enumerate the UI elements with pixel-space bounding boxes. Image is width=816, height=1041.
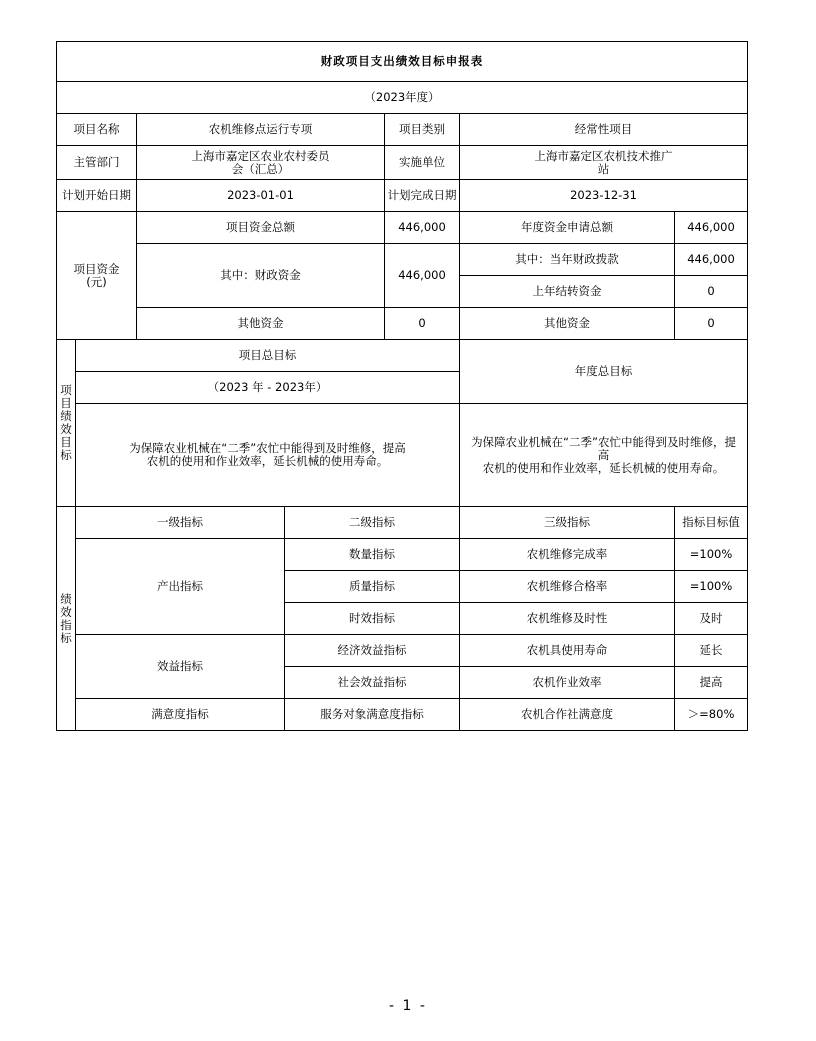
funds-fiscal-label: 其中：财政资金 [137, 244, 385, 308]
funds-total-value: 446,000 [385, 212, 460, 244]
indicator-value: 提高 [675, 667, 748, 699]
funds-current-label: 其中：当年财政拨款 [460, 244, 675, 276]
indicators-side-label [57, 507, 76, 731]
indicator-value: ＞=80% [675, 699, 748, 731]
funds-carryover-value: 0 [675, 276, 748, 308]
performance-form-table [56, 41, 748, 731]
goals-side-label [57, 340, 76, 507]
funds-fiscal-value: 446,000 [385, 244, 460, 308]
indicator-level2: 质量指标 [285, 571, 460, 603]
header-level2: 二级指标 [285, 507, 460, 539]
end-date-value: 2023-12-31 [460, 180, 748, 212]
indicator-level3: 农机作业效率 [460, 667, 675, 699]
overall-goal-text [76, 404, 460, 507]
overall-goal-line1: 为保障农业机械在“二季”农忙中能得到及时维修，提高 [129, 441, 406, 455]
indicator-level3: 农机合作社满意度 [460, 699, 675, 731]
overall-goal-label: 项目总目标 [76, 340, 460, 372]
indicator-level2: 社会效益指标 [285, 667, 460, 699]
dept-label: 主管部门 [57, 146, 137, 180]
funds-total-label: 项目资金总额 [137, 212, 385, 244]
funds-current-value: 446,000 [675, 244, 748, 276]
indicator-level2: 服务对象满意度指标 [285, 699, 460, 731]
goals-side-label-text: 项目绩效目标 [60, 383, 72, 462]
dept-value-line1: 上海市嘉定区农业农村委员 [191, 148, 330, 163]
indicator-level2: 数量指标 [285, 539, 460, 571]
project-type-label: 项目类别 [385, 114, 460, 146]
annual-goal-line2: 高 [597, 447, 610, 462]
start-date-value: 2023-01-01 [137, 180, 385, 212]
unit-label: 实施单位 [385, 146, 460, 180]
project-type-value: 经常性项目 [460, 114, 748, 146]
dept-value-line2: 会（汇总） [231, 161, 290, 176]
unit-value-line1: 上海市嘉定区农机技术推广 [534, 148, 673, 163]
funds-other-label: 其他资金 [137, 308, 385, 340]
unit-value [460, 146, 748, 180]
funds-label-line2: (元) [86, 274, 107, 289]
end-date-label: 计划完成日期 [385, 180, 460, 212]
year-label: （2023年度） [57, 82, 748, 114]
annual-goal-text [460, 404, 748, 507]
form-title: 财政项目支出绩效目标申报表 [57, 42, 748, 82]
project-name-value: 农机维修点运行专项 [137, 114, 385, 146]
dept-value [137, 146, 385, 180]
satisfaction-indicator-label: 满意度指标 [76, 699, 285, 731]
annual-goal-line1: 为保障农业机械在“二季”农忙中能得到及时维修，提 [471, 434, 736, 449]
indicator-level2: 时效指标 [285, 603, 460, 635]
overall-goal-period: （2023 年 - 2023年） [76, 372, 460, 404]
funds-carryover-label: 上年结转资金 [460, 276, 675, 308]
indicator-level3: 农机维修完成率 [460, 539, 675, 571]
funds-other-label-2: 其他资金 [460, 308, 675, 340]
funds-annual-label: 年度资金申请总额 [460, 212, 675, 244]
overall-goal-line2: 农机的使用和作业效率，延长机械的使用寿命。 [146, 454, 389, 468]
indicator-value: =100% [675, 539, 748, 571]
output-indicator-label: 产出指标 [76, 539, 285, 635]
start-date-label: 计划开始日期 [57, 180, 137, 212]
indicators-side-label-text: 绩效指标 [60, 591, 72, 645]
unit-value-line2: 站 [597, 161, 610, 176]
indicator-level3: 农机维修及时性 [460, 603, 675, 635]
funds-label-line1: 项目资金 [73, 261, 120, 276]
funds-other-value: 0 [385, 308, 460, 340]
annual-goal-line3: 农机的使用和作业效率，延长机械的使用寿命。 [482, 460, 725, 475]
funds-annual-value: 446,000 [675, 212, 748, 244]
indicator-value: =100% [675, 571, 748, 603]
indicator-level2: 经济效益指标 [285, 635, 460, 667]
annual-goal-label: 年度总目标 [460, 340, 748, 404]
benefit-indicator-label: 效益指标 [76, 635, 285, 699]
funds-label [57, 212, 137, 340]
indicator-level3: 农机具使用寿命 [460, 635, 675, 667]
page-number: - 1 - [389, 998, 427, 1014]
header-target-value: 指标目标值 [675, 507, 748, 539]
funds-other-value-2: 0 [675, 308, 748, 340]
header-level3: 三级指标 [460, 507, 675, 539]
header-level1: 一级指标 [76, 507, 285, 539]
indicator-value: 延长 [675, 635, 748, 667]
indicator-value: 及时 [675, 603, 748, 635]
project-name-label: 项目名称 [57, 114, 137, 146]
indicator-level3: 农机维修合格率 [460, 571, 675, 603]
